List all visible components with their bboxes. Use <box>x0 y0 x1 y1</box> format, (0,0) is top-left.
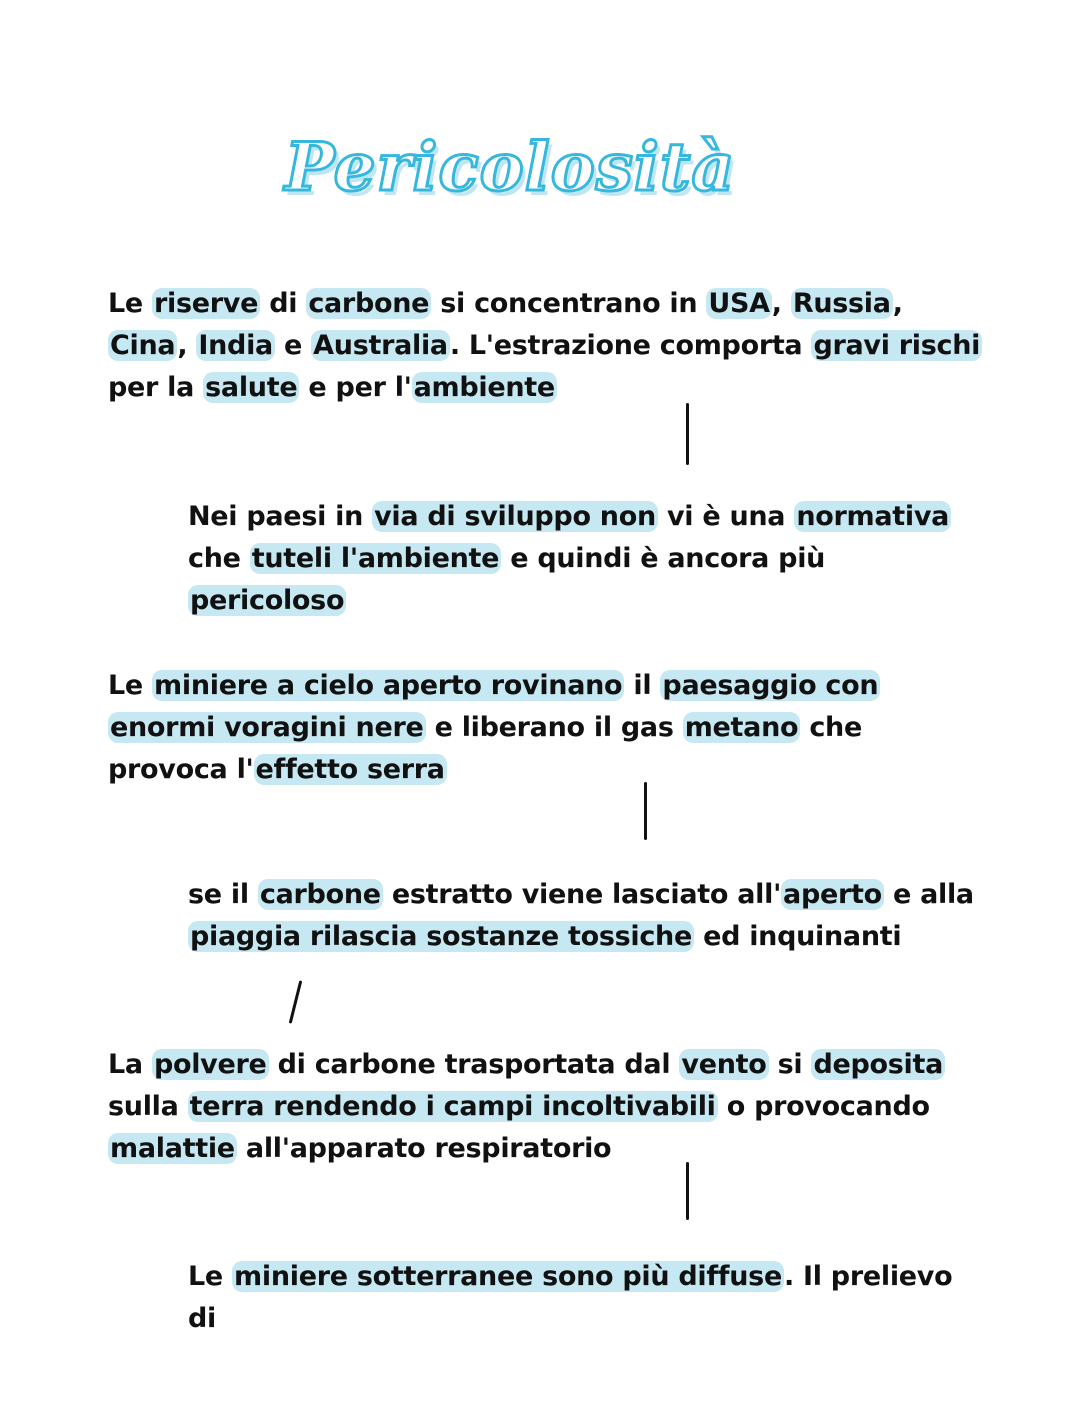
paragraph-miniere-sotterranee: Le miniere sotterranee sono più diffuse. Il prelievo di <box>188 1261 953 1334</box>
highlight: paesaggio con enormi voragini nere <box>110 670 879 743</box>
highlight: Cina <box>110 330 176 361</box>
highlight: pericoloso <box>190 585 345 616</box>
highlight: miniere sotterranee sono più diffuse <box>234 1261 782 1292</box>
highlight: India <box>198 330 273 361</box>
paragraph-riserve: Le riserve di carbone si concentrano in USA, Russia, Cina, India e Australia. L'estrazione comporta gravi rischi per la salute e per l'ambiente <box>108 288 981 403</box>
highlight: deposita <box>813 1049 944 1080</box>
highlight: metano <box>684 712 799 743</box>
highlight: tuteli l'ambiente <box>251 543 500 574</box>
highlight: normativa <box>796 501 950 532</box>
highlight: malattie <box>110 1133 235 1164</box>
connector-line <box>289 980 303 1023</box>
highlight: salute <box>205 372 298 403</box>
highlight: polvere <box>153 1049 267 1080</box>
page-title: Pericolosità <box>284 128 736 206</box>
connector-line <box>644 782 647 840</box>
connector-line <box>686 1162 689 1220</box>
highlight: piaggia rilascia sostanze tossiche <box>190 921 692 952</box>
highlight: USA <box>708 288 770 319</box>
highlight: miniere a cielo aperto rovinano <box>154 670 623 701</box>
paragraph-miniere-cielo-aperto: Le miniere a cielo aperto rovinano il paesaggio con enormi voragini nere e liberano il gas metano che provoca l'effetto serra <box>108 670 879 785</box>
highlight: Australia <box>313 330 448 361</box>
highlight: Russia <box>792 288 891 319</box>
highlight: riserve <box>154 288 259 319</box>
paragraph-paesi-sviluppo: Nei paesi in via di sviluppo non vi è una normativa che tuteli l'ambiente e quindi è ancora più pericoloso <box>188 501 950 616</box>
paragraph-carbone-aperto: se il carbone estratto viene lasciato all'aperto e alla piaggia rilascia sostanze tossiche ed inquinanti <box>188 879 974 952</box>
highlight: ambiente <box>413 372 555 403</box>
connector-line <box>686 403 689 465</box>
highlight: gravi rischi <box>813 330 981 361</box>
highlight: vento <box>681 1049 767 1080</box>
highlight: carbone <box>308 288 430 319</box>
highlight: terra rendendo i campi incoltivabili <box>189 1091 716 1122</box>
paragraph-polvere: La polvere di carbone trasportata dal vento si deposita sulla terra rendendo i campi incoltivabili o provocando malattie all'apparato respiratorio <box>108 1049 944 1164</box>
highlight: effetto serra <box>255 754 445 785</box>
highlight: aperto <box>783 879 882 910</box>
highlight: via di sviluppo non <box>374 501 656 532</box>
highlight: carbone <box>259 879 381 910</box>
